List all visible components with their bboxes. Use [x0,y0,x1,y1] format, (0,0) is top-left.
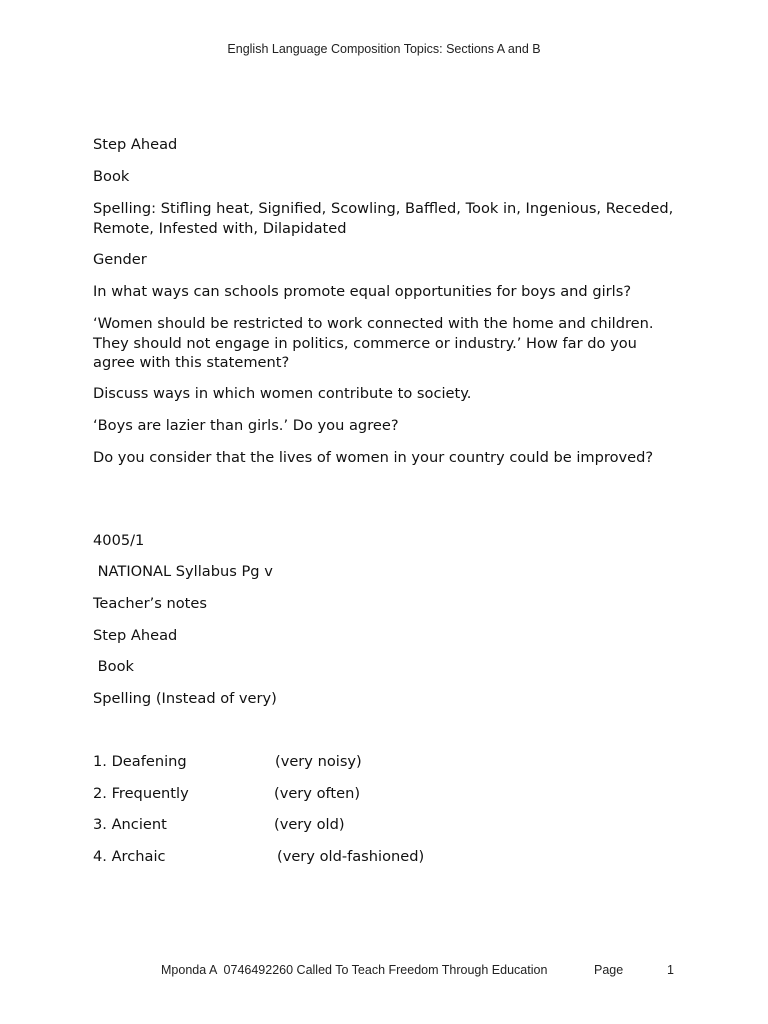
step-ahead-heading-2: Step Ahead [93,627,178,644]
vocabulary-meaning: (very noisy) [275,753,362,770]
footer-page-number: 1 [667,963,674,977]
vocabulary-word: 4. Archaic [93,848,166,865]
vocabulary-word: 2. Frequently [93,785,189,802]
vocabulary-word: 1. Deafening [93,753,187,770]
syllabus-reference: NATIONAL Syllabus Pg v [93,563,273,580]
gender-heading: Gender [93,251,147,268]
teacher-notes-heading: Teacher’s notes [93,595,207,612]
topic-item: Do you consider that the lives of women in your country could be improved? [93,449,654,466]
page-header: English Language Composition Topics: Sections A and B [227,42,541,56]
topic-item: ‘Women should be restricted to work connected with the home and children. They should not engage in politics, commerce or industry.’ How far do you agree with this statement? [93,315,654,371]
spelling-list: Spelling: Stifling heat, Signified, Scowling, Baffled, Took in, Ingenious, Receded, Remote, Infested with, Dilapidated [93,200,674,237]
vocabulary-meaning: (very often) [274,785,361,802]
book-heading: Book [93,168,130,185]
vocabulary-meaning: (very old) [274,816,345,833]
topic-item: Discuss ways in which women contribute to society. [93,385,472,402]
vocabulary-meaning: (very old-fashioned) [277,848,425,865]
syllabus-code: 4005/1 [93,532,145,549]
footer-page-label: Page [594,963,624,977]
book-heading-2: Book [93,658,134,675]
topic-item: ‘Boys are lazier than girls.’ Do you agree? [93,417,399,434]
footer-author: Mponda A 0746492260 Called To Teach Freedom Through Education [161,963,548,977]
vocabulary-word: 3. Ancient [93,816,167,833]
spelling-heading: Spelling (Instead of very) [93,690,277,707]
step-ahead-heading: Step Ahead [93,136,178,153]
topic-item: In what ways can schools promote equal opportunities for boys and girls? [93,283,632,300]
